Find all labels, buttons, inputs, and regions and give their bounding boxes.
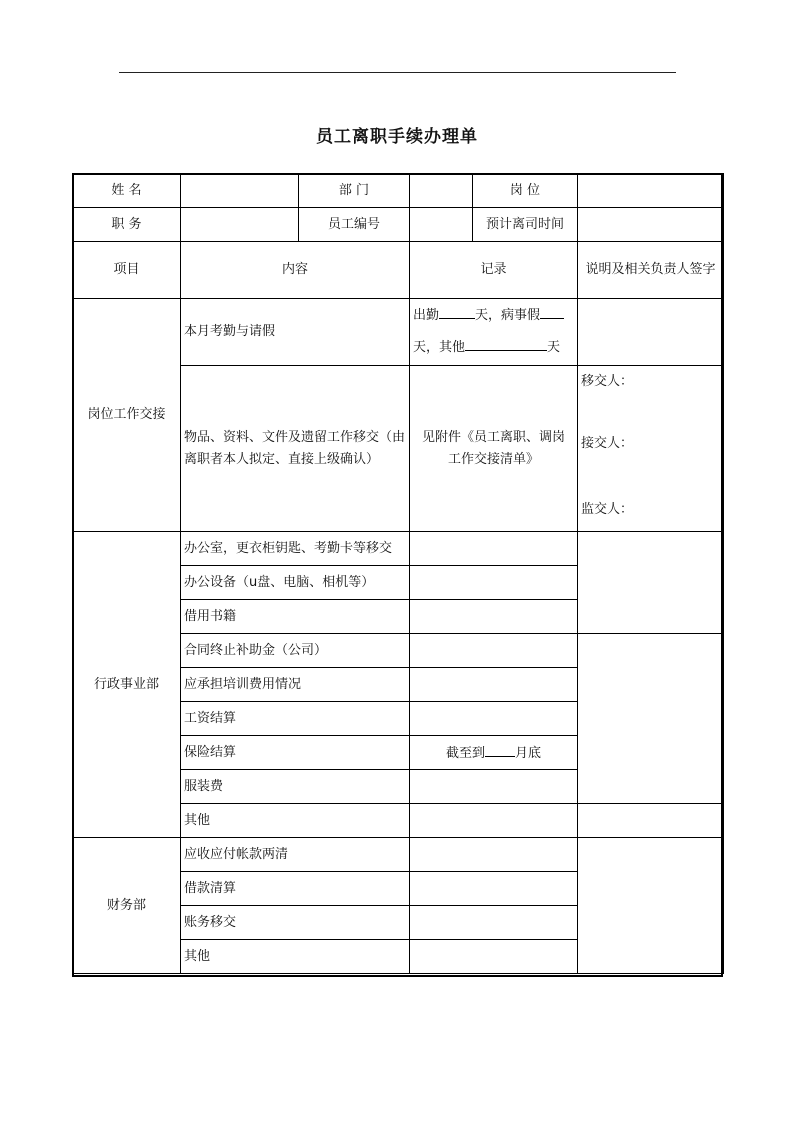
- materials-label: 物品、资料、文件及遗留工作移交（由离职者本人拟定、直接上级确认）: [181, 366, 410, 532]
- admin-section-label: 行政事业部: [73, 532, 181, 838]
- admin-record-4[interactable]: [410, 634, 578, 668]
- attendance-part4: 天: [547, 340, 561, 355]
- finance-record-1[interactable]: [410, 838, 578, 872]
- admin-remark-group-2[interactable]: [578, 634, 724, 804]
- admin-item-3: 借用书籍: [181, 600, 410, 634]
- materials-record: 见附件《员工离职、调岗工作交接清单》: [410, 366, 578, 532]
- attendance-days-blank[interactable]: [439, 304, 475, 319]
- admin-item-6: 工资结算: [181, 702, 410, 736]
- attendance-label: 本月考勤与请假: [181, 299, 410, 366]
- finance-item-1: 应收应付帐款两清: [181, 838, 410, 872]
- finance-item-4: 其他: [181, 940, 410, 974]
- insurance-record[interactable]: [410, 736, 578, 770]
- insurance-month-blank[interactable]: [485, 742, 515, 757]
- insurance-prefix: 截至到: [445, 746, 485, 761]
- col-content-header: 内容: [181, 242, 410, 299]
- post-field[interactable]: [578, 174, 724, 208]
- admin-row-1: [73, 532, 724, 566]
- admin-record-5[interactable]: [410, 668, 578, 702]
- post-label: 岗 位: [473, 174, 578, 208]
- expected-leave-label: 预计离司时间: [473, 208, 578, 242]
- attendance-part3: 天，其他: [413, 340, 466, 355]
- transferor-label: 移交人：: [581, 374, 634, 389]
- admin-item-8: 服装费: [181, 770, 410, 804]
- admin-item-5: 应承担培训费用情况: [181, 668, 410, 702]
- header-row-2: [73, 208, 724, 242]
- dept-label: 部 门: [299, 174, 410, 208]
- expected-leave-field[interactable]: [578, 208, 724, 242]
- column-header-row: [73, 242, 724, 299]
- employee-no-field[interactable]: [410, 208, 473, 242]
- admin-record-1[interactable]: [410, 532, 578, 566]
- admin-item-2: 办公设备（u盘、电脑、相机等）: [181, 566, 410, 600]
- finance-section-label: 财务部: [73, 838, 181, 974]
- admin-item-1: 办公室，更衣柜钥匙、考勤卡等移交: [181, 532, 410, 566]
- attendance-part2: 天，病事假: [475, 308, 541, 323]
- finance-record-3[interactable]: [410, 906, 578, 940]
- finance-remark[interactable]: [578, 838, 724, 974]
- finance-row-1: [73, 838, 724, 872]
- attendance-remark[interactable]: [578, 299, 724, 366]
- position-field[interactable]: [181, 208, 299, 242]
- attendance-record[interactable]: [410, 299, 578, 366]
- admin-item-4: 合同终止补助金（公司）: [181, 634, 410, 668]
- finance-record-2[interactable]: [410, 872, 578, 906]
- admin-record-9[interactable]: [410, 804, 578, 838]
- position-label: 职 务: [73, 208, 181, 242]
- finance-item-2: 借款清算: [181, 872, 410, 906]
- col-remark-header: 说明及相关负责人签字: [578, 242, 724, 299]
- dept-field[interactable]: [410, 174, 473, 208]
- header-row-1: [73, 174, 724, 208]
- other-leave-blank[interactable]: [465, 336, 547, 351]
- header-rule: [119, 72, 676, 73]
- col-record-header: 记录: [410, 242, 578, 299]
- sick-leave-blank[interactable]: [540, 304, 564, 319]
- admin-item-9: 其他: [181, 804, 410, 838]
- name-label: 姓 名: [73, 174, 181, 208]
- handover-signers[interactable]: [578, 366, 724, 532]
- admin-remark-group-1[interactable]: [578, 532, 724, 634]
- handover-section-label: 岗位工作交接: [73, 299, 181, 532]
- admin-record-8[interactable]: [410, 770, 578, 804]
- admin-item-7: 保险结算: [181, 736, 410, 770]
- admin-record-6[interactable]: [410, 702, 578, 736]
- name-field[interactable]: [181, 174, 299, 208]
- handover-attendance-row: [73, 299, 724, 366]
- finance-record-4[interactable]: [410, 940, 578, 974]
- resignation-form-table: [72, 173, 724, 974]
- finance-item-3: 账务移交: [181, 906, 410, 940]
- col-item-header: 项目: [73, 242, 181, 299]
- admin-remark-other[interactable]: [578, 804, 724, 838]
- admin-record-3[interactable]: [410, 600, 578, 634]
- supervisor-label: 监交人：: [581, 502, 634, 517]
- document-title: 员工离职手续办理单: [316, 127, 478, 147]
- insurance-suffix: 月底: [515, 746, 542, 761]
- attendance-part1: 出勤: [413, 308, 440, 323]
- receiver-label: 接交人：: [581, 436, 634, 451]
- admin-record-2[interactable]: [410, 566, 578, 600]
- employee-no-label: 员工编号: [299, 208, 410, 242]
